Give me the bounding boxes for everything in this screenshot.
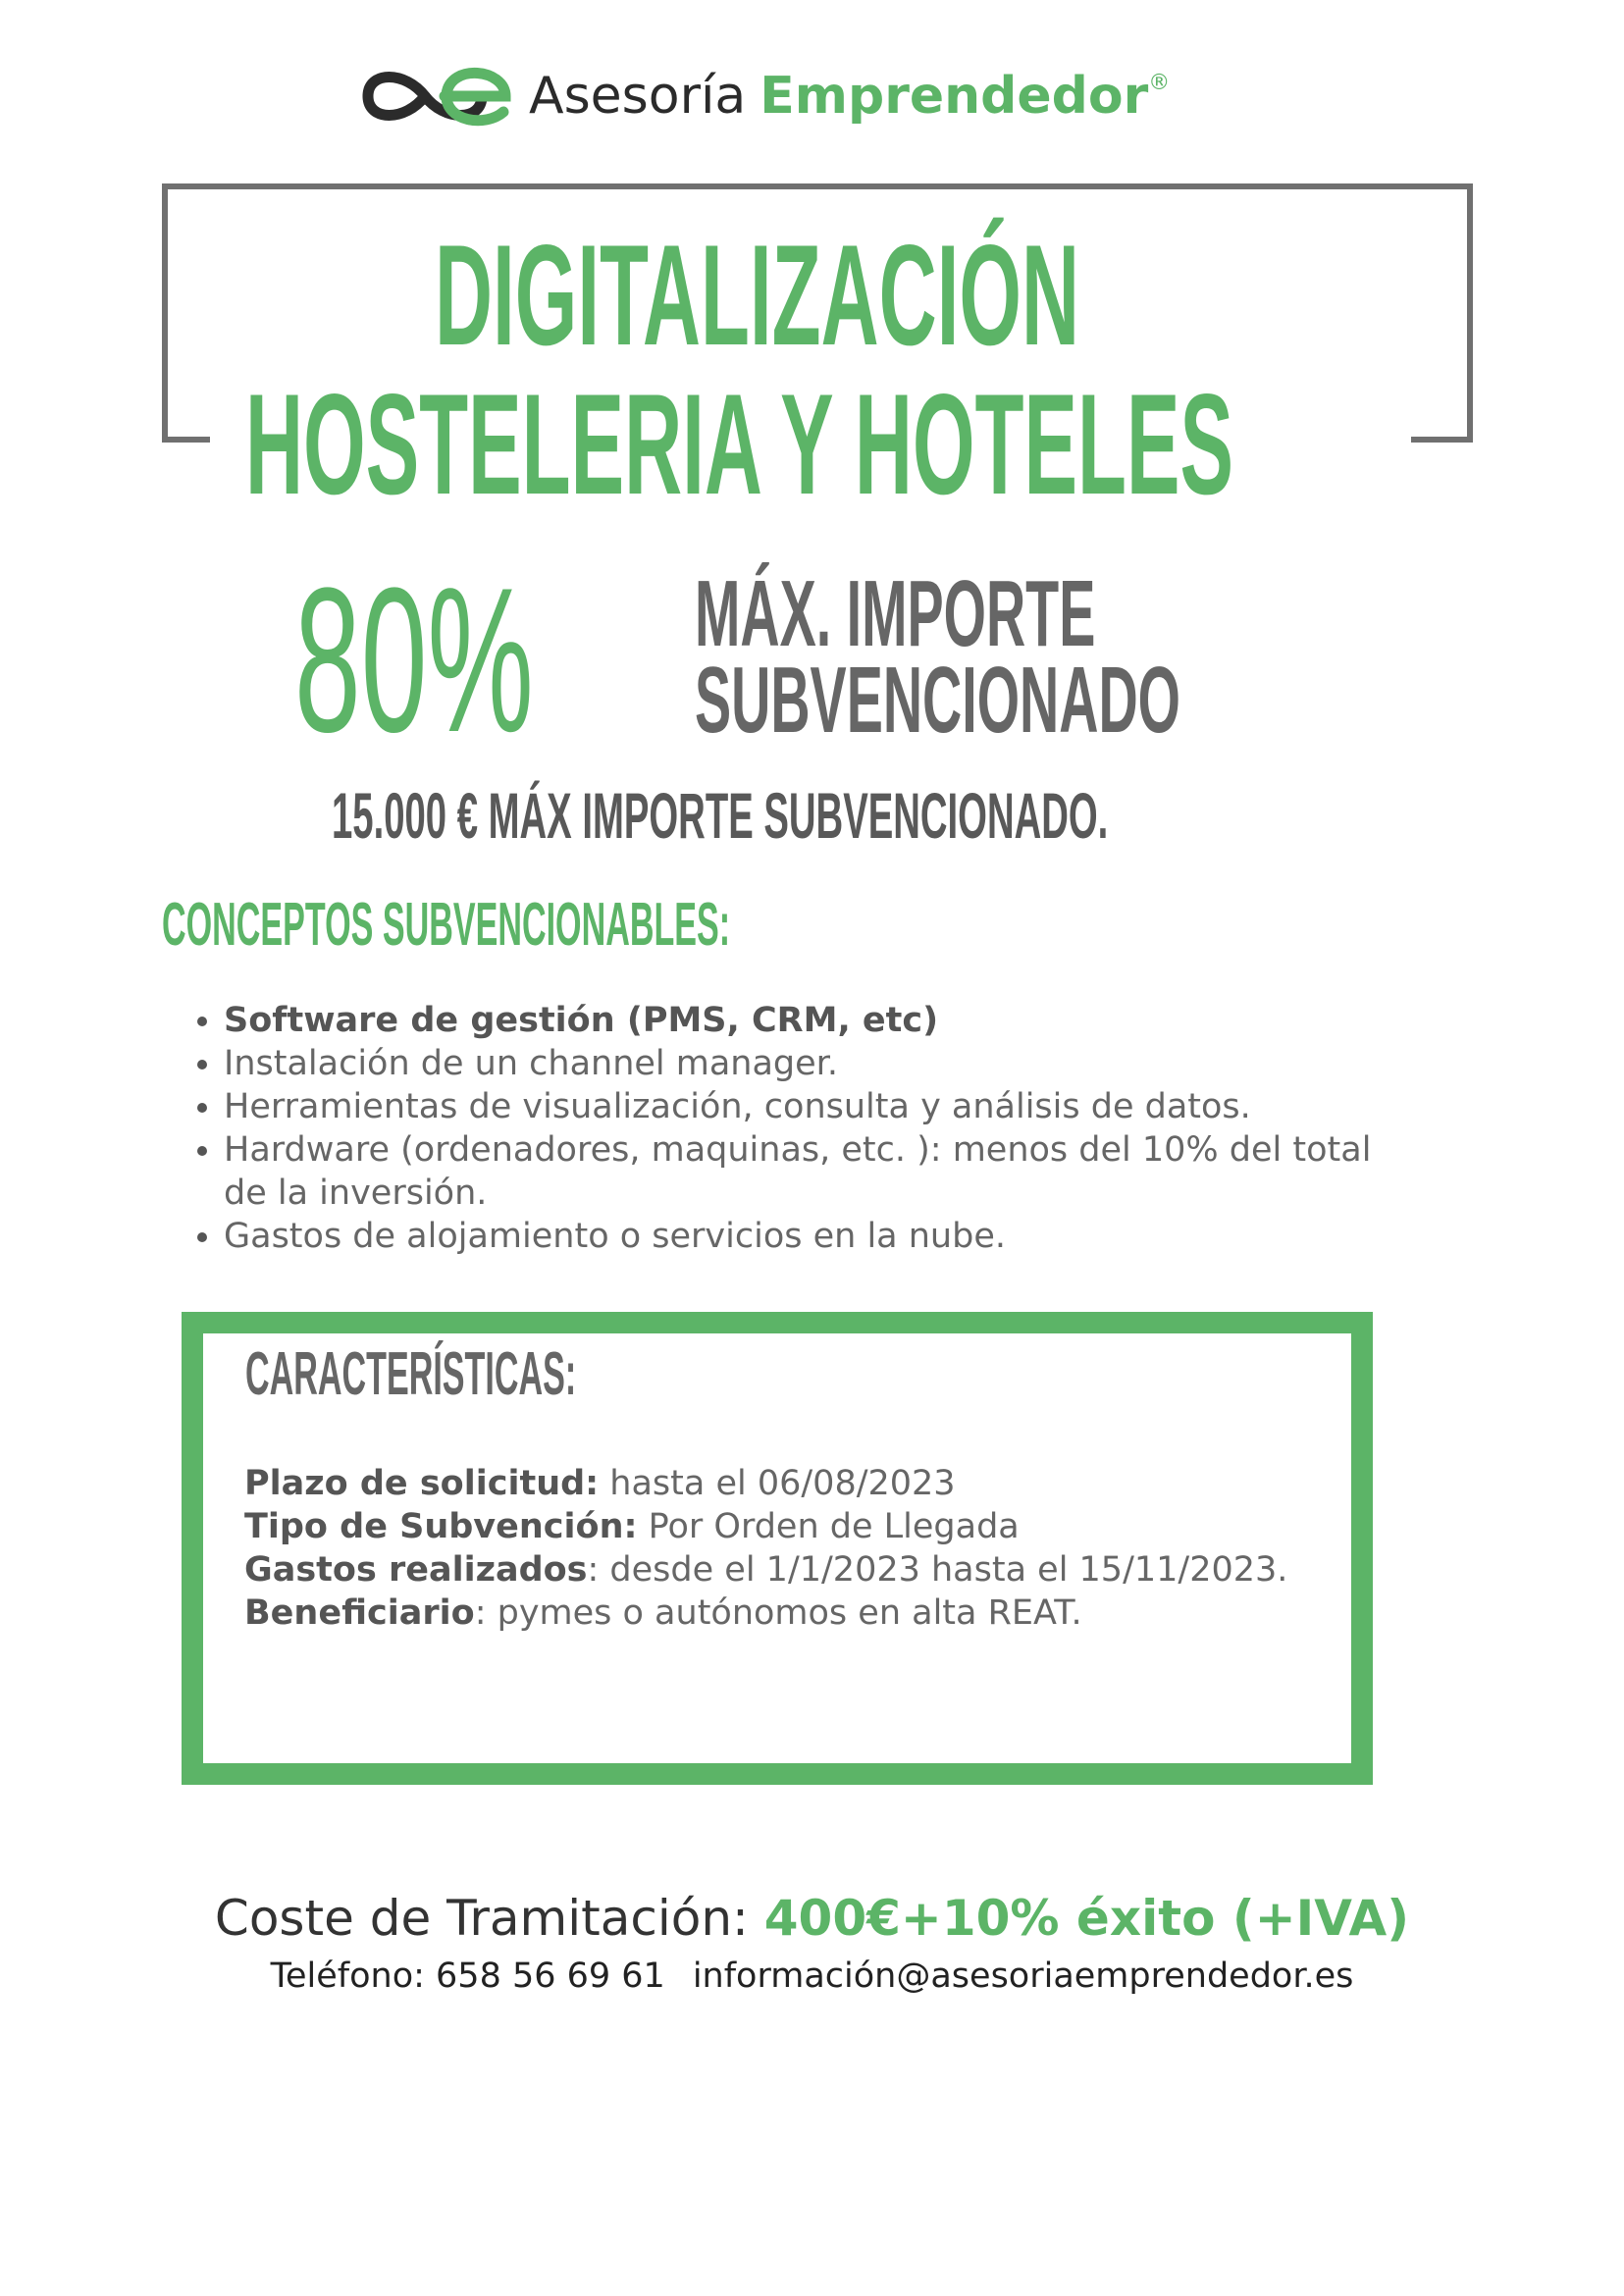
subsidy-label-line-2: SUBVENCIONADO bbox=[695, 648, 1180, 753]
contact-info bbox=[0, 1955, 1624, 1998]
feature-row: Plazo de solicitud: hasta el 06/08/2023 bbox=[244, 1464, 956, 1503]
list-item: • Instalación de un channel manager. bbox=[224, 1042, 1431, 1085]
subsidy-label-line-1: MÁX. IMPORTE bbox=[695, 561, 1096, 666]
cost-label: Coste de Tramitación: bbox=[214, 1890, 764, 1947]
processing-cost bbox=[0, 1889, 1624, 1948]
brand-name-part2: Emprendedor bbox=[760, 67, 1149, 126]
max-amount-line: 15.000 € MÁX IMPORTE SUBVENCIONADO. bbox=[332, 779, 1109, 852]
list-item: • Hardware (ordenadores, maquinas, etc. ): menos del 10% del total de la inversión. bbox=[224, 1128, 1391, 1215]
title-line-2: HOSTELERIA Y HOTELES bbox=[245, 364, 1234, 524]
feature-row: Beneficiario: pymes o autónomos en alta REAT. bbox=[244, 1593, 1082, 1633]
phone-number: Teléfono: 658 56 69 61 bbox=[270, 1957, 665, 1996]
features-heading: CARACTERÍSTICAS: bbox=[245, 1340, 577, 1408]
feature-row: Tipo de Subvención: Por Orden de Llegada bbox=[244, 1507, 1020, 1546]
title-line-1: DIGITALIZACIÓN bbox=[435, 215, 1080, 375]
list-item: • Gastos de alojamiento o servicios en la nube. bbox=[224, 1215, 1431, 1258]
registered-mark: ® bbox=[1148, 71, 1171, 95]
concepts-list bbox=[194, 999, 1431, 1258]
feature-row: Gastos realizados: desde el 1/1/2023 hasta el 15/11/2023. bbox=[244, 1550, 1288, 1590]
cost-value: 400€+10% éxito (+IVA) bbox=[763, 1890, 1410, 1947]
list-item: • Software de gestión (PMS, CRM, etc) bbox=[224, 999, 1431, 1042]
features-list bbox=[244, 1462, 1287, 1635]
concepts-heading: CONCEPTOS SUBVENCIONABLES: bbox=[162, 891, 731, 959]
list-item: • Herramientas de visualización, consulta y análisis de datos. bbox=[224, 1085, 1431, 1128]
brand-name-part1: Asesoría bbox=[529, 67, 747, 126]
email-address[interactable]: información@asesoriaemprendedor.es bbox=[692, 1957, 1354, 1996]
subsidy-percent: 80% bbox=[294, 545, 534, 775]
